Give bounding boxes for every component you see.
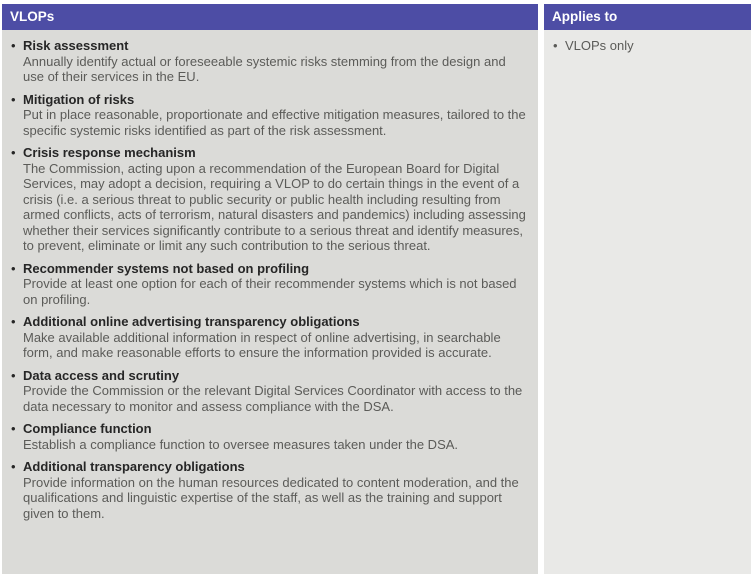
list-item (11, 261, 530, 308)
obligation-title: Data access and scrutiny (23, 367, 180, 383)
obligation-title: Compliance function (23, 421, 152, 436)
obligation-title: Crisis response mechanism (23, 145, 196, 160)
obligation-title: Recommender systems not based on profiling (23, 260, 310, 276)
bullet-icon: • (11, 260, 16, 276)
obligation-title: Risk assessment (23, 38, 129, 53)
column-vlops (2, 4, 538, 574)
list-item (11, 421, 530, 452)
column-header-vlops: VLOPs (2, 4, 538, 30)
list-item (11, 314, 530, 361)
bullet-icon: • (11, 459, 16, 474)
applies-to-label: VLOPs only (565, 38, 634, 53)
list-item (11, 145, 530, 254)
obligation-description: Annually identify actual or foreseeable systemic risks stemming from the design and use of their services in the EU. (23, 53, 506, 84)
bullet-icon: • (11, 421, 16, 436)
bullet-icon: • (11, 367, 16, 383)
obligation-description: Put in place reasonable, proportionate and effective mitigation measures, tailored to the specific systemic risks identified as part of the risk assessment. (23, 107, 526, 138)
bullet-icon: • (11, 314, 16, 329)
bullet-icon: • (11, 91, 16, 107)
obligation-title: Additional transparency obligations (23, 459, 245, 474)
bullet-icon: • (553, 38, 558, 53)
column-header-applies-to: Applies to (544, 4, 751, 30)
vlops-obligations-table (2, 4, 751, 574)
obligation-description: Establish a compliance function to oversee measures taken under the DSA. (23, 436, 459, 452)
obligation-title: Mitigation of risks (23, 91, 135, 107)
bullet-icon: • (11, 145, 16, 160)
vlops-obligation-list (2, 30, 538, 574)
list-item (553, 38, 743, 54)
obligation-title: Additional online advertising transparency obligations (23, 314, 360, 329)
list-item (11, 459, 530, 521)
column-applies-to (544, 4, 751, 574)
list-item (11, 38, 530, 85)
obligation-description: Provide the Commission or the relevant Digital Services Coordinator with access to the data necessary to monitor and assess compliance with the DSA. (23, 383, 523, 414)
applies-to-list (544, 30, 751, 574)
bullet-icon: • (11, 38, 16, 53)
obligation-description: The Commission, acting upon a recommendation of the European Board for Digital Services, may adopt a decision, requiring a VLOP to do certain things in the event of a crisis (i.e. a serious threat to public security or public health including resulting from armed conflicts, acts of terrorism, natural disasters and pandemics) including assessing whether their services significantly contribute to a serious threat and identify measures, to prevent, eliminate or limit any such contribution to the serious threat. (23, 160, 526, 253)
list-item (11, 92, 530, 139)
obligation-description: Provide information on the human resources dedicated to content moderation, and the qualifications and linguistic expertise of the staff, as well as the training and support given to them. (23, 474, 519, 521)
list-item (11, 368, 530, 415)
obligation-description: Provide at least one option for each of their recommender systems which is not based on profiling. (23, 276, 517, 307)
obligation-description: Make available additional information in respect of online advertising, in searchable form, and make reasonable efforts to ensure the information provided is accurate. (23, 329, 501, 360)
